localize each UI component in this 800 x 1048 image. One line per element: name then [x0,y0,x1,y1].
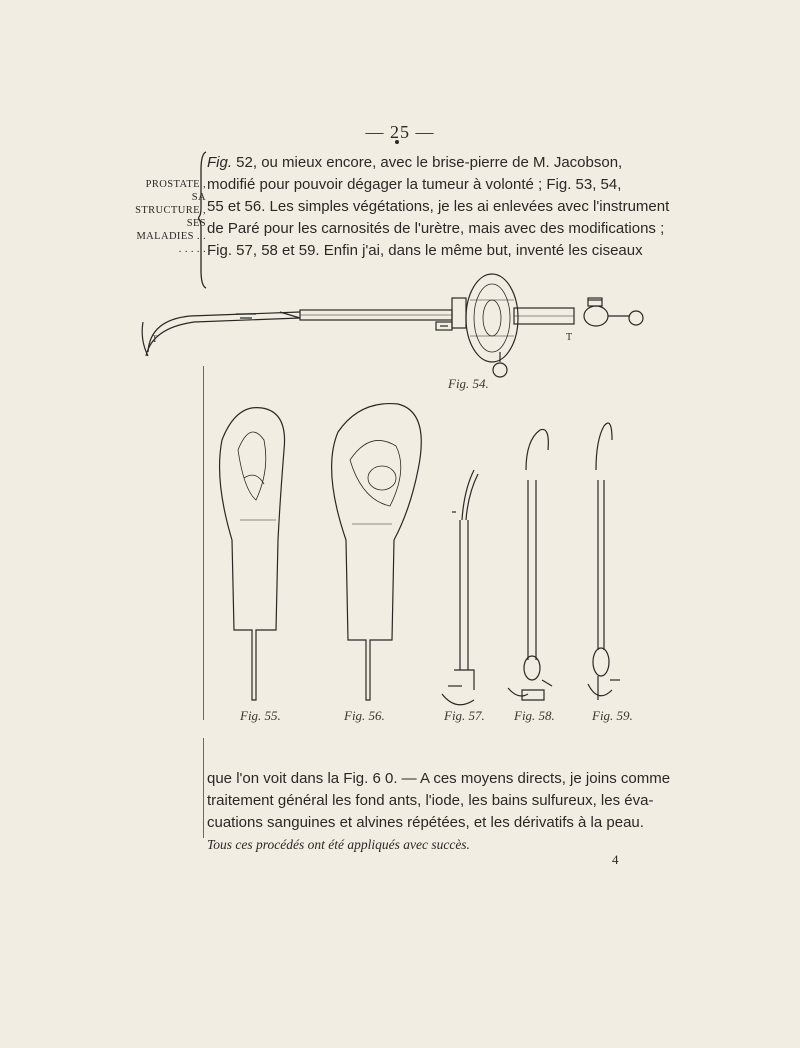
fig59-instrument [588,423,620,700]
text-line: cuations sanguines et alvines répétées, et les dérivatifs à la peau. [207,814,644,831]
fig59-caption: Fig. 59. [592,708,633,723]
fig58-caption: Fig. 58. [514,708,555,723]
margin-note-line: PROSTATE , SA [145,179,206,203]
paragraph-bottom [207,768,671,856]
svg-text:T: T [152,334,158,344]
text-span: 52, ou mieux encore, avec le brise-pierre de M. Jacobson, [232,154,623,171]
fig54-instrument [142,274,643,377]
svg-text:T: T [566,332,573,343]
text-line: modifié pour pouvoir dégager la tumeur à volonté ; Fig. 53, 54, [207,176,622,193]
fig-ref: Fig. [207,154,233,171]
signature-mark: 4 [612,852,619,867]
text-line: traitement général les fond ants, l'iode, les bains sulfureux, les éva- [207,792,654,809]
vertical-rule [203,738,204,838]
fig56-caption: Fig. 56. [344,708,385,723]
margin-note-line: STRUCTURE , SES [135,205,206,229]
text-line: Fig. 57, 58 et 59. Enfin j'ai, dans le même but, inventé les ciseaux [207,242,643,259]
fig56-instrument [332,404,422,700]
text-line: que l'on voit dans la Fig. 6 0. — A ces moyens directs, je joins comme [207,770,671,787]
fig55-caption: Fig. 55. [240,708,281,723]
fig57-instrument [442,470,478,705]
fig54-caption: Fig. 54. [448,376,489,391]
fig57-caption: Fig. 57. [444,708,485,723]
fig55-instrument [220,408,285,700]
margin-note-line: MALADIES . . . . . . . [136,231,206,255]
text-line-italic: Tous ces procédés ont été appliqués avec succès. [207,837,470,852]
vertical-rule [203,366,204,720]
text-line: de Paré pour les carnosités de l'urètre, mais avec des modifications ; [207,220,665,237]
fig58-instrument [508,429,552,700]
text-line: 55 et 56. Les simples végétations, je les ai enlevées avec l'instrument [207,198,670,215]
page-number: — 25 — [365,122,435,142]
